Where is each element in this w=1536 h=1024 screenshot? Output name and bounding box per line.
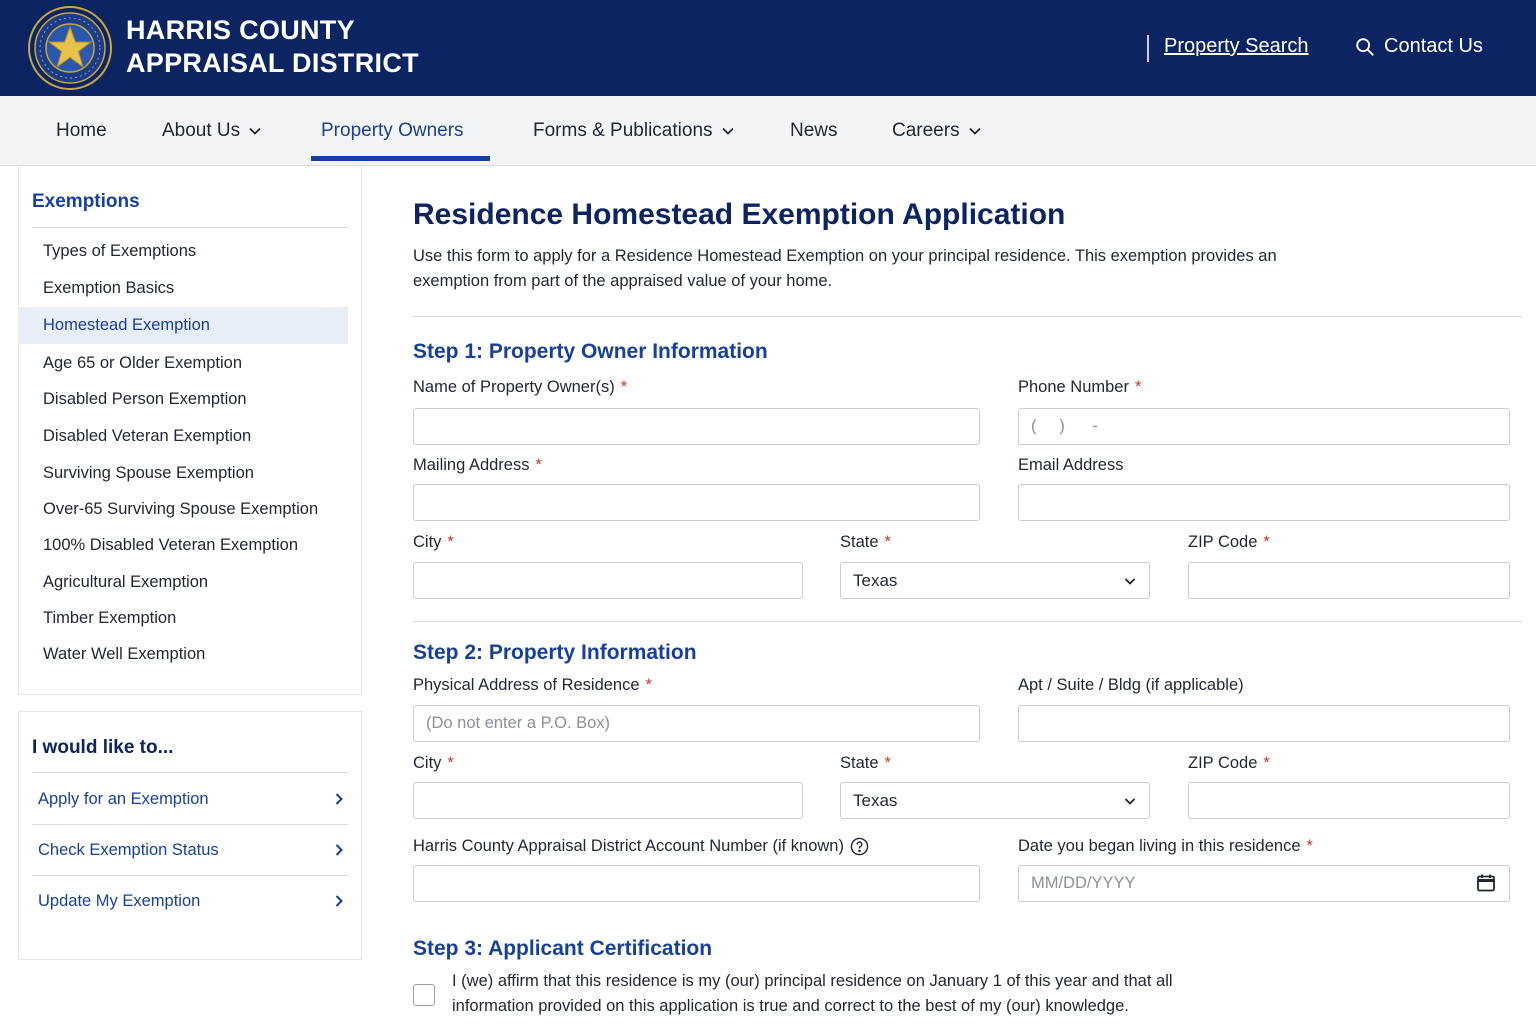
zip-label [1188, 533, 1270, 552]
nav-about-us[interactable] [162, 96, 262, 166]
property-zip-label-text: ZIP Code [1188, 754, 1258, 772]
state-select-value: Texas [853, 570, 898, 590]
property-city-label-text: City [413, 754, 442, 772]
quick-actions-divider [32, 772, 348, 773]
required-marker: * [535, 456, 542, 474]
sidebar-item-over-65-surviving-spouse[interactable]: Over-65 Surviving Spouse Exemption [43, 500, 319, 518]
physical-address-input[interactable] [413, 705, 980, 742]
step1-title: Step 1: Property Owner Information [413, 340, 768, 363]
active-nav-indicator [311, 156, 490, 161]
required-marker: * [884, 754, 891, 772]
check-status-link[interactable] [32, 825, 348, 875]
sidebar-item-100-disabled-veteran[interactable]: 100% Disabled Veteran Exemption [43, 536, 298, 554]
city-input[interactable] [413, 562, 803, 599]
property-state-select[interactable] [840, 782, 1150, 819]
sidebar-item-homestead-exemption[interactable]: Homestead Exemption [18, 307, 348, 344]
main-nav [0, 96, 1536, 166]
required-marker: * [645, 676, 652, 694]
owner-name-input[interactable] [413, 408, 980, 445]
sidebar-item-disabled-veteran[interactable]: Disabled Veteran Exemption [43, 427, 252, 445]
sidebar-item-surviving-spouse[interactable]: Surviving Spouse Exemption [43, 464, 254, 482]
sidebar-item-exemption-basics[interactable]: Exemption Basics [43, 279, 175, 297]
chevron-right-icon [332, 843, 346, 857]
site-title-line1: HARRIS COUNTY [126, 15, 355, 45]
sidebar-item-water-well[interactable]: Water Well Exemption [43, 645, 206, 663]
update-exemption-label: Update My Exemption [38, 891, 201, 910]
mailing-address-input[interactable] [413, 484, 980, 521]
nav-home-label: Home [56, 120, 107, 141]
move-in-date-label-text: Date you began living in this residence [1018, 837, 1301, 855]
nav-news[interactable] [790, 96, 838, 166]
state-label [840, 533, 891, 552]
property-state-select-value: Texas [853, 790, 898, 810]
email-input[interactable] [1018, 484, 1510, 521]
physical-address-label-text: Physical Address of Residence [413, 676, 640, 694]
step3-title: Step 3: Applicant Certification [413, 937, 713, 960]
apply-exemption-label: Apply for an Exemption [38, 789, 209, 808]
property-state-label [840, 754, 891, 773]
required-marker: * [447, 754, 454, 772]
apply-exemption-link[interactable] [32, 774, 348, 824]
property-zip-label [1188, 754, 1270, 773]
required-marker: * [1306, 837, 1313, 855]
required-marker: * [620, 378, 628, 396]
chevron-right-icon [332, 894, 346, 908]
owner-name-label [413, 378, 627, 397]
phone-label [1018, 378, 1141, 397]
help-icon[interactable] [850, 837, 869, 856]
section-divider [413, 621, 1522, 622]
account-number-label-text: Harris County Appraisal District Account Number (if known) [413, 837, 844, 855]
chevron-down-icon [968, 124, 982, 138]
property-zip-input[interactable] [1188, 782, 1510, 819]
site-title[interactable] [126, 14, 419, 80]
move-in-date-input[interactable] [1018, 865, 1510, 902]
chevron-right-icon [332, 792, 346, 806]
certification-text: I (we) affirm that this residence is my (our) principal residence on January 1 of this year and that all information provided on this application is true and correct to the best of my (our) knowledge. [452, 972, 1173, 1015]
chevron-down-icon [248, 124, 262, 138]
sidebar-item-timber[interactable]: Timber Exemption [43, 609, 177, 627]
nav-careers[interactable] [892, 96, 982, 166]
contact-us-link[interactable] [1354, 35, 1483, 58]
phone-input[interactable] [1018, 408, 1510, 445]
account-number-label [413, 837, 869, 856]
step2-title: Step 2: Property Information [413, 641, 697, 664]
required-marker: * [884, 533, 891, 551]
required-marker: * [1134, 378, 1142, 396]
state-label-text: State [840, 533, 879, 551]
update-exemption-link[interactable] [32, 876, 348, 926]
chevron-down-icon [721, 124, 735, 138]
section-divider [413, 316, 1522, 317]
search-icon [1354, 36, 1376, 58]
site-title-line2: APPRAISAL DISTRICT [126, 48, 419, 78]
certification-checkbox[interactable] [413, 984, 435, 1006]
property-city-label [413, 754, 454, 773]
account-number-input[interactable] [413, 865, 980, 902]
sidebar-item-disabled-person[interactable]: Disabled Person Exemption [43, 390, 247, 408]
zip-input[interactable] [1188, 562, 1510, 599]
apt-suite-input[interactable] [1018, 705, 1510, 742]
chevron-down-icon [1123, 794, 1137, 808]
mailing-address-label-text: Mailing Address [413, 456, 530, 474]
email-label-text: Email Address [1018, 456, 1124, 474]
required-marker: * [1263, 754, 1270, 772]
city-label [413, 533, 454, 552]
nav-home[interactable] [56, 96, 107, 166]
property-state-label-text: State [840, 754, 879, 772]
nav-forms-publications[interactable] [533, 96, 735, 166]
mailing-address-label [413, 456, 542, 475]
page-intro: Use this form to apply for a Residence Homestead Exemption on your principal residence. This exemption provides an exemption from part of the appraised value of your home. [413, 247, 1277, 290]
calendar-icon[interactable] [1476, 873, 1496, 893]
contact-us-label: Contact Us [1384, 35, 1483, 57]
sidebar-item-agricultural[interactable]: Agricultural Exemption [43, 573, 209, 591]
header-divider [1147, 35, 1149, 62]
state-select[interactable] [840, 562, 1150, 599]
zip-label-text: ZIP Code [1188, 533, 1258, 551]
physical-address-label [413, 676, 652, 695]
property-search-link[interactable]: Property Search [1164, 35, 1309, 57]
sidebar-title: Exemptions [32, 191, 140, 212]
required-marker: * [447, 533, 454, 551]
move-in-date-label [1018, 837, 1313, 856]
nav-forms-publications-label: Forms & Publications [533, 120, 713, 141]
page-title: Residence Homestead Exemption Application [413, 198, 1066, 231]
quick-actions-title: I would like to... [32, 737, 174, 758]
property-city-input[interactable] [413, 782, 803, 819]
nav-news-label: News [790, 120, 838, 141]
apt-suite-label [1018, 676, 1244, 695]
county-seal-logo[interactable] [28, 6, 112, 90]
sidebar-divider [32, 227, 348, 228]
chevron-down-icon [1123, 574, 1137, 588]
nav-about-us-label: About Us [162, 120, 241, 141]
sidebar-item-types-of-exemptions[interactable]: Types of Exemptions [43, 242, 197, 260]
phone-label-text: Phone Number [1018, 378, 1129, 396]
required-marker: * [1263, 533, 1270, 551]
nav-property-owners-label: Property Owners [321, 120, 464, 141]
apt-suite-label-text: Apt / Suite / Bldg (if applicable) [1018, 676, 1244, 694]
owner-name-label-text: Name of Property Owner(s) [413, 378, 615, 396]
check-status-label: Check Exemption Status [38, 840, 219, 859]
nav-careers-label: Careers [892, 120, 960, 141]
city-label-text: City [413, 533, 442, 551]
email-label [1018, 456, 1123, 475]
sidebar-item-age-65[interactable]: Age 65 or Older Exemption [43, 354, 243, 372]
